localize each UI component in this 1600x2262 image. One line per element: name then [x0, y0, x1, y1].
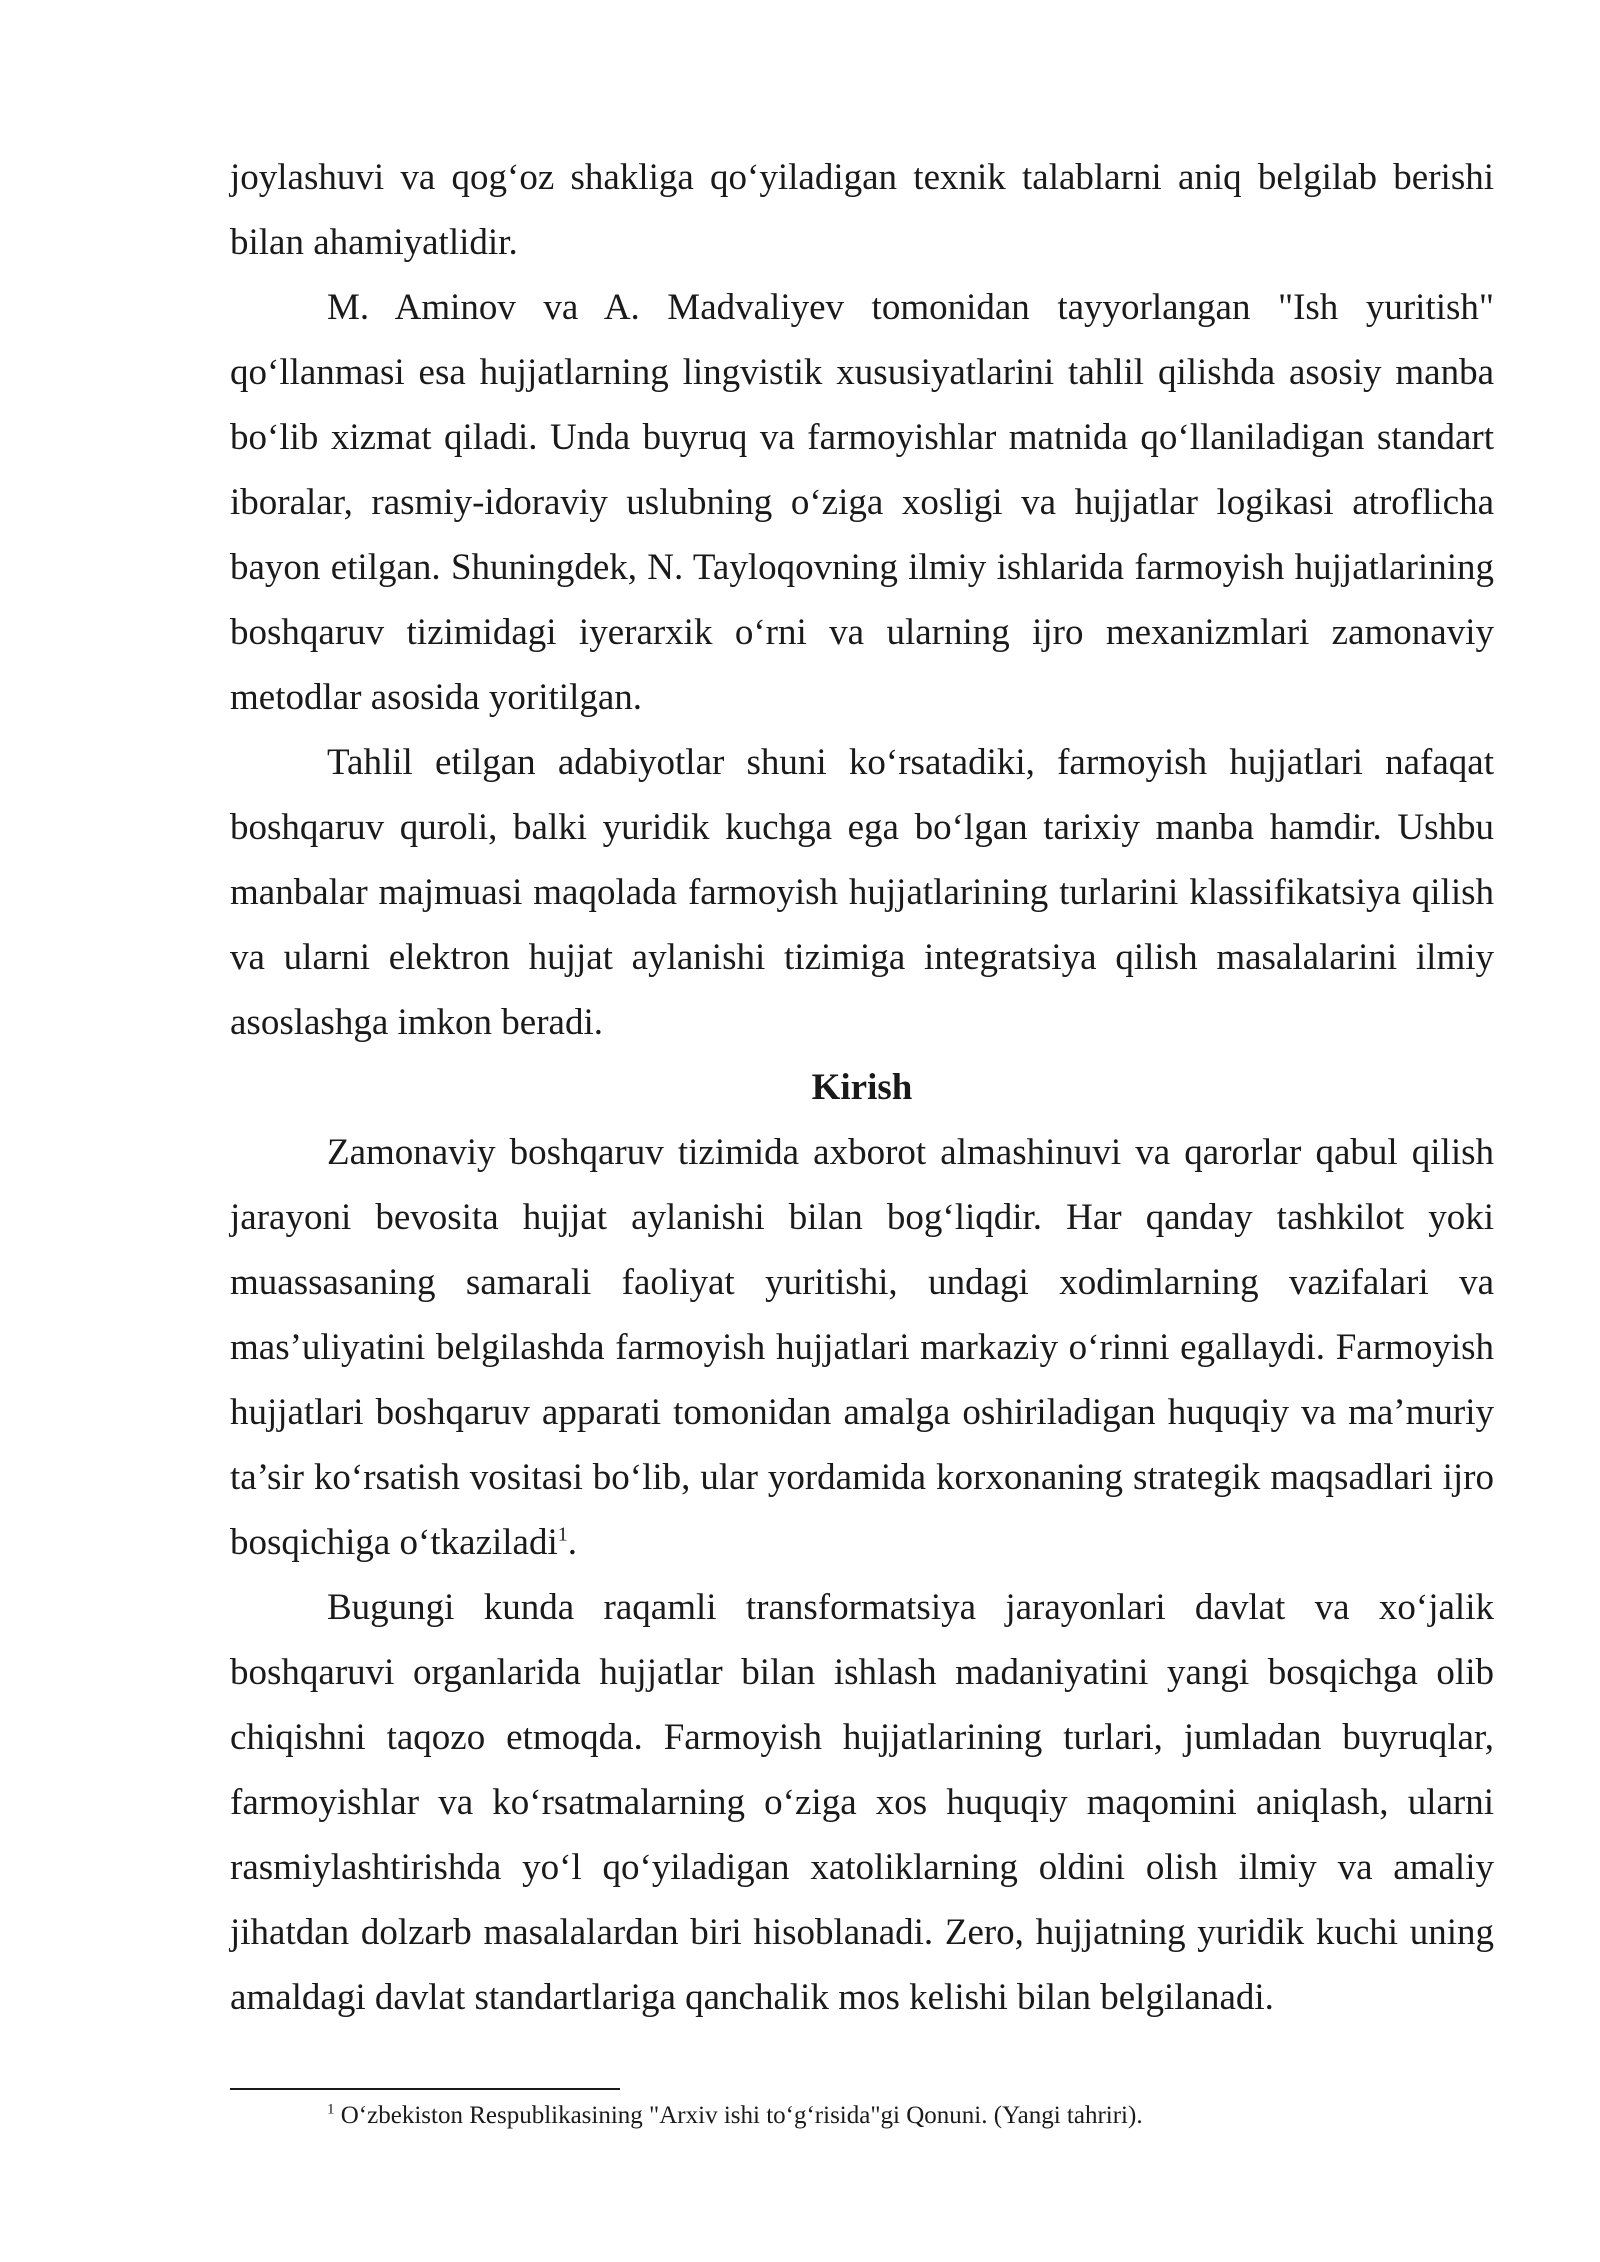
- section-heading: Kirish: [811, 1067, 913, 1108]
- footnote-mark: 1: [327, 2101, 335, 2118]
- footnote-text: O‘zbekiston Respublikasining "Arxiv ishi to‘g‘risida"gi Qonuni. (Yangi tahriri).: [334, 2102, 1143, 2129]
- document-page: [230, 145, 1494, 2136]
- introduction-text: Zamonaviy boshqaruv tizimida axborot almashinuvi va qarorlar qabul qilish jarayoni bevosita hujjat aylanishi bilan bog‘liqdir. Har qanday tashkilot yoki muassasaning samarali faoliyat yuritishi, undagi xodimlarning vazifalari va mas’uliyatini belgilashda farmoyish hujjatlari markaziy o‘rinni egallaydi. Farmoyish hujjatlari boshqaruv apparati tomonidan amalga oshiriladigan huquqiy va ma’muriy ta’sir ko‘rsatish vositasi bo‘lib, ular yordamida korxonaning strategik maqsadlari ijro bosqichiga o‘tkaziladi: [230, 1132, 1494, 1563]
- footnote: [230, 2096, 1494, 2136]
- paragraph-literature-summary: Tahlil etilgan adabiyotlar shuni ko‘rsatadiki, farmoyish hujjatlari nafaqat boshqaruv quroli, balki yuridik kuchga ega bo‘lgan tarixiy manba hamdir. Ushbu manbalar majmuasi maqolada farmoyish hujjatlarining turlarini klassifikatsiya qilish va ularni elektron hujjat aylanishi tizimiga integratsiya qilish masalalarini ilmiy asoslashga imkon beradi.: [230, 742, 1494, 1043]
- paragraph-literature-review: M. Aminov va A. Madvaliyev tomonidan tayyorlangan "Ish yuritish" qo‘llanmasi esa hujjatlarning lingvistik xususiyatlarini tahlil qilishda asosiy manba bo‘lib xizmat qiladi. Unda buyruq va farmoyishlar matnida qo‘llaniladigan standart iboralar, rasmiy-idoraviy uslubning o‘ziga xosligi va hujjatlar logikasi atroflicha bayon etilgan. Shuningdek, N. Tayloqovning ilmiy ishlarida farmoyish hujjatlarining boshqaruv tizimidagi iyerarxik o‘rni va ularning ijro mexanizmlari zamonaviy metodlar asosida yoritilgan.: [230, 287, 1494, 718]
- paragraph-continuation: joylashuvi va qog‘oz shakliga qo‘yiladigan texnik talablarni aniq belgilab berishi bilan ahamiyatlidir.: [230, 157, 1494, 263]
- footnote-separator: [230, 2088, 620, 2090]
- paragraph-digital-transformation: Bugungi kunda raqamli transformatsiya jarayonlari davlat va xo‘jalik boshqaruvi organlarida hujjatlar bilan ishlash madaniyatini yangi bosqichga olib chiqishni taqozo etmoqda. Farmoyish hujjatlarining turlari, jumladan buyruqlar, farmoyishlar va ko‘rsatmalarning o‘ziga xos huquqiy maqomini aniqlash, ularni rasmiylashtirishda yo‘l qo‘yiladigan xatoliklarning oldini olish ilmiy va amaliy jihatdan dolzarb masalalardan biri hisoblanadi. Zero, hujjatning yuridik kuchi uning amaldagi davlat standartlariga qanchalik mos kelishi bilan belgilanadi.: [230, 1587, 1494, 2018]
- introduction-end: .: [567, 1522, 578, 1563]
- paragraph-introduction: [230, 1120, 1494, 1575]
- footnote-reference: 1: [557, 1523, 568, 1546]
